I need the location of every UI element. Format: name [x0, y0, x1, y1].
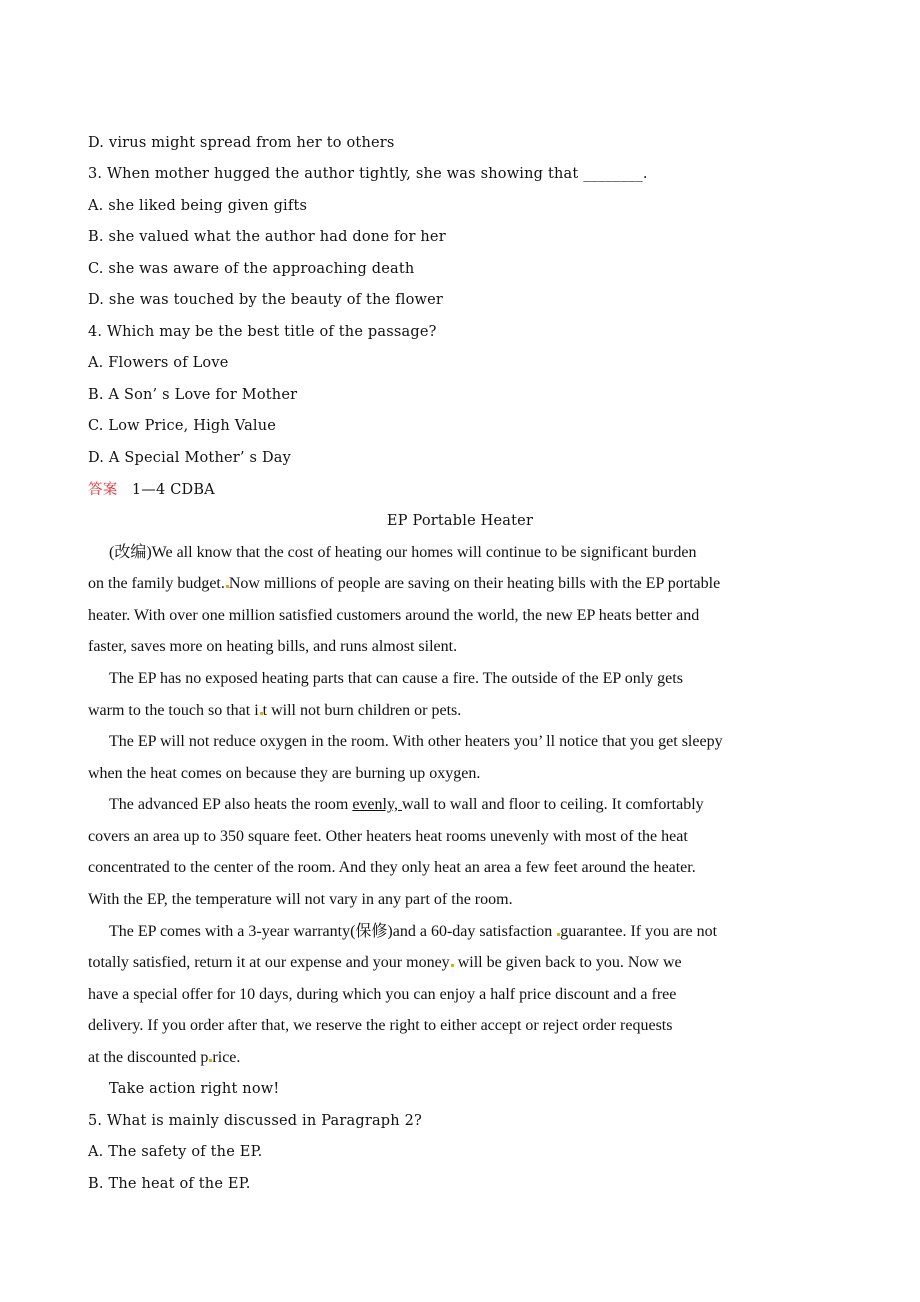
- question-5-stem: 5. What is mainly discussed in Paragraph 2?: [88, 1113, 423, 1129]
- passage-line: covers an area up to 350 square feet. Other heaters heat rooms unevenly with most of the heat: [88, 828, 688, 845]
- passage-text: rice.: [212, 1049, 241, 1066]
- passage-line: The EP will not reduce oxygen in the room. With other heaters you’ ll notice that you get sleepy: [109, 733, 723, 750]
- question-3-stem: 3. When mother hugged the author tightly, she was showing that ________.: [88, 166, 648, 182]
- question-4-stem: 4. Which may be the best title of the passage?: [88, 324, 437, 340]
- passage-text: Now millions of people are saving on their heating bills with the EP portable: [228, 575, 721, 592]
- passage-text: guarantee. If you are not: [560, 923, 718, 940]
- question-3-option-b: B. she valued what the author had done for her: [88, 229, 446, 245]
- passage-line: [109, 795, 704, 815]
- passage-line: heater. With over one million satisfied customers around the world, the new EP heats better and: [88, 607, 700, 624]
- question-3-option-c: C. she was aware of the approaching death: [88, 261, 415, 277]
- passage-line: [88, 701, 461, 721]
- passage-line: have a special offer for 10 days, during which you can enjoy a half price discount and a free: [88, 986, 677, 1003]
- passage-text: on the family budget.: [88, 575, 225, 592]
- question-4-option-d: D. A Special Mother’ s Day: [88, 450, 292, 466]
- passage-line: concentrated to the center of the room. And they only heat an area a few feet around the heater.: [88, 859, 696, 876]
- question-4-option-c: C. Low Price, High Value: [88, 418, 277, 434]
- question-5-option-a: A. The safety of the EP.: [88, 1144, 263, 1160]
- passage-line: [88, 1048, 240, 1068]
- passage-text: wall to wall and floor to ceiling. It comfortably: [401, 796, 704, 813]
- answer-line: [88, 480, 215, 500]
- question-4-option-a: A. Flowers of Love: [88, 355, 229, 371]
- passage-line: [88, 574, 720, 594]
- passage-text: The advanced EP also heats the room: [109, 796, 353, 813]
- passage-line: faster, saves more on heating bills, and runs almost silent.: [88, 638, 458, 655]
- passage-text: The EP comes with a 3-year warranty(保修)and a 60-day satisfaction: [109, 923, 557, 940]
- passage-line: The EP has no exposed heating parts that can cause a fire. The outside of the EP only gets: [109, 670, 683, 687]
- answer-value: 1—4 CDBA: [131, 482, 215, 498]
- passage-text: warm to the touch so that i: [88, 702, 259, 719]
- passage-text: at the discounted p: [88, 1049, 209, 1066]
- question-5-option-b: B. The heat of the EP.: [88, 1176, 251, 1192]
- passage-text: will be given back to you. Now we: [453, 954, 682, 971]
- passage-line: delivery. If you order after that, we reserve the right to either accept or reject order requests: [88, 1017, 673, 1034]
- passage-line: [109, 922, 717, 942]
- passage-line: With the EP, the temperature will not vary in any part of the room.: [88, 891, 513, 908]
- passage-line: when the heat comes on because they are burning up oxygen.: [88, 765, 481, 782]
- passage-title: EP Portable Heater: [386, 513, 534, 529]
- passage-line: [88, 953, 682, 973]
- answer-label: 答案: [88, 482, 118, 498]
- question-3-option-d: D. she was touched by the beauty of the flower: [88, 292, 444, 308]
- question-4-option-b: B. A Son’ s Love for Mother: [88, 387, 298, 403]
- passage-closing: Take action right now!: [109, 1081, 280, 1097]
- passage-line: (改编)We all know that the cost of heating our homes will continue to be significant burden: [109, 544, 697, 561]
- underlined-word: evenly,: [352, 796, 402, 813]
- passage-text: t will not burn children or pets.: [262, 702, 462, 719]
- question-3-option-a: A. she liked being given gifts: [88, 198, 308, 214]
- prev-option-d: D. virus might spread from her to others: [88, 135, 395, 151]
- passage-text: totally satisfied, return it at our expense and your money: [88, 954, 450, 971]
